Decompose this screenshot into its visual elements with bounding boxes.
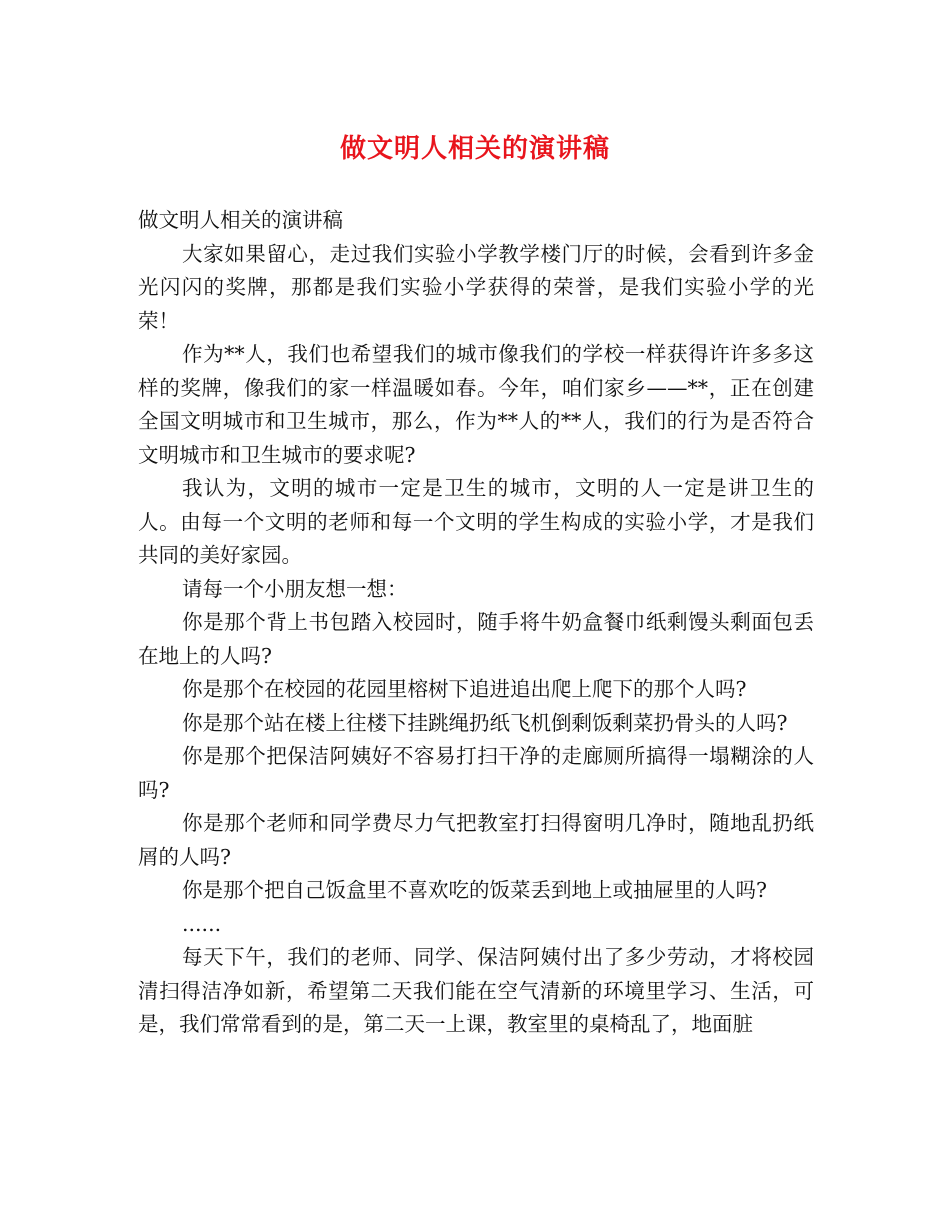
paragraph: 每天下午，我们的老师、同学、保洁阿姨付出了多少劳动，才将校园清扫得洁净如新，希望第二天我们能在空气清新的环境里学习、生活，可是，我们常常看到的是，第二天一上课，教室里的桌椅乱了，地面脏: [138, 945, 814, 1036]
paragraph: 大家如果留心，走过我们实验小学教学楼门厅的时候，会看到许多金光闪闪的奖牌，那都是我们实验小学获得的荣誉，是我们实验小学的光荣！: [138, 241, 814, 333]
paragraph: 你是那个把自己饭盒里不喜欢吃的饭菜丢到地上或抽屉里的人吗?: [182, 878, 767, 902]
document-body: [138, 204, 814, 1042]
document-subtitle: 做文明人相关的演讲稿: [138, 208, 343, 232]
paragraph: 作为**人，我们也希望我们的城市像我们的学校一样获得许许多多这样的奖牌，像我们的家一样温暖如春。今年，咱们家乡——**，正在创建全国文明城市和卫生城市，那么，作为**人的**人，我们的行为是否符合文明城市和卫生城市的要求呢?: [138, 342, 814, 467]
document-title: 做文明人相关的演讲稿: [339, 134, 610, 164]
paragraph: 你是那个老师和同学费尽力气把教室打扫得窗明几净时，随地乱扔纸屑的人吗?: [138, 811, 814, 869]
ellipsis-line: ......: [182, 911, 222, 936]
paragraph: 你是那个站在楼上往楼下挂跳绳扔纸飞机倒剩饭剩菜扔骨头的人吗?: [182, 710, 788, 735]
paragraph: 你是那个背上书包踏入校园时，随手将牛奶盒餐巾纸剩馒头剩面包丢在地上的人吗?: [138, 610, 814, 668]
paragraph: 我认为，文明的城市一定是卫生的城市，文明的人一定是讲卫生的人。由每一个文明的老师和每一个文明的学生构成的实验小学，才是我们共同的美好家园。: [138, 476, 814, 567]
paragraph: 你是那个在校园的花园里榕树下追进追出爬上爬下的那个人吗?: [182, 677, 747, 701]
paragraph: 你是那个把保洁阿姨好不容易打扫干净的走廊厕所搞得一塌糊涂的人吗?: [138, 744, 814, 802]
paragraph: 请每一个小朋友想一想：: [182, 576, 408, 601]
